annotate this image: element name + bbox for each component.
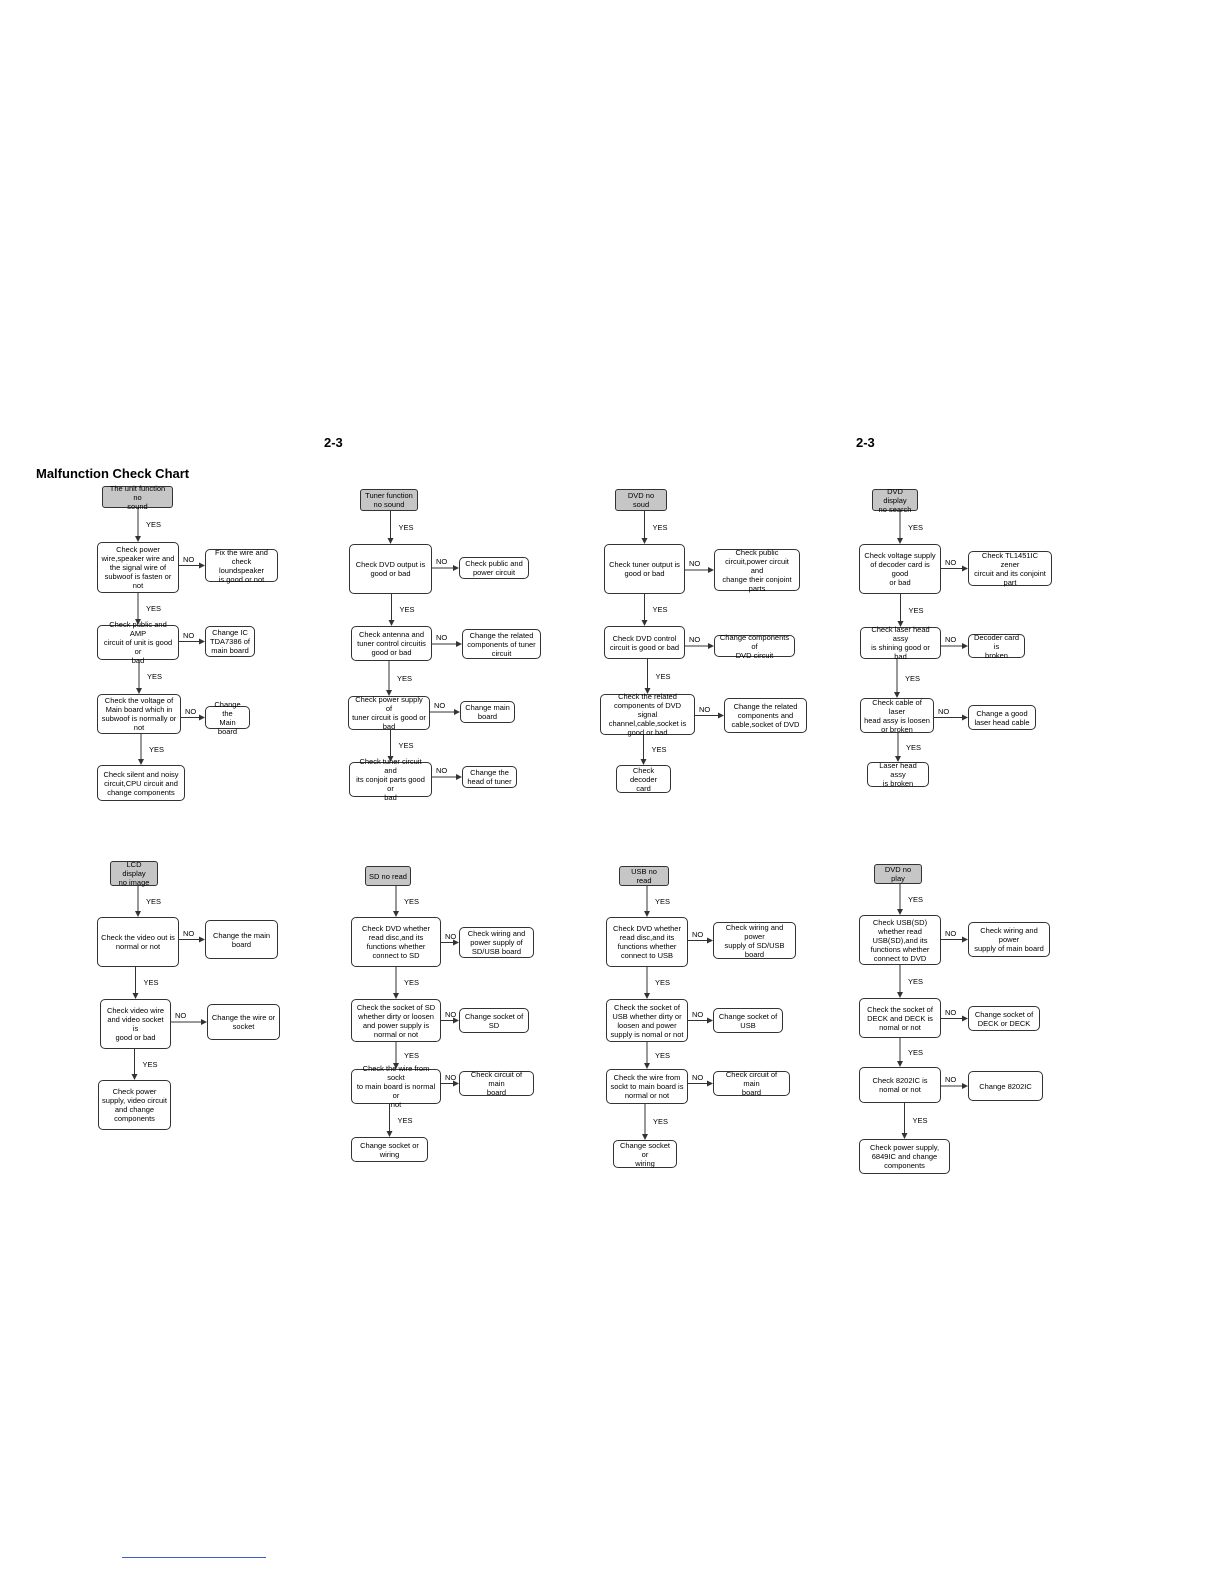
yes-label: YES: [397, 1115, 413, 1125]
yes-label: YES: [908, 1047, 924, 1057]
no-label: NO: [183, 928, 195, 938]
yes-label: YES: [905, 673, 921, 683]
start-node-5: LCD display no image: [110, 861, 158, 886]
end-node-3: Check decoder card: [616, 765, 671, 793]
no-label: NO: [436, 633, 448, 642]
page-title: Malfunction Check Chart: [36, 466, 190, 481]
no-action-3-1: Check public circuit,power circuit and change their conjoint parts: [714, 549, 800, 591]
no-label: NO: [692, 1009, 704, 1019]
start-node-7: USB no read: [619, 866, 669, 886]
no-action-2-1: Check public and power circuit: [459, 557, 529, 579]
yes-label: YES: [651, 745, 667, 754]
yes-label: YES: [908, 894, 924, 904]
start-node-3: DVD no soud: [615, 489, 667, 511]
yes-label: YES: [147, 672, 163, 681]
no-label: NO: [445, 1009, 457, 1019]
check-step-2-1: Check DVD output is good or bad: [349, 544, 432, 594]
check-step-2-4: Check tuner circuit and its conjoit parts good or bad: [349, 762, 432, 797]
check-step-2-3: Check power supply of tuner circuit is good or bad: [348, 696, 430, 730]
no-label: NO: [689, 559, 701, 568]
no-label: NO: [699, 704, 711, 714]
end-node-4: Laser head assy is broken: [867, 762, 929, 787]
end-node-8: Check power supply, 6849IC and change components: [859, 1139, 950, 1174]
yes-label: YES: [655, 1050, 671, 1060]
no-label: NO: [183, 630, 195, 640]
yes-label: YES: [399, 605, 415, 614]
end-node-6: Change socket or wiring: [351, 1137, 428, 1162]
check-step-7-2: Check the socket of USB whether dirty or loosen and power supply is nomal or not: [606, 999, 688, 1042]
yes-label: YES: [652, 522, 668, 532]
check-step-4-3: Check cable of laser head assy is loosen or broken: [860, 698, 934, 733]
start-node-8: DVD no play: [874, 864, 922, 884]
no-action-1-2: Change IC TDA7386 of main board: [205, 626, 255, 657]
yes-label: YES: [653, 1117, 669, 1126]
no-label: NO: [938, 706, 950, 716]
start-node-4: DVD display no search: [872, 489, 918, 511]
check-step-3-2: Check DVD control circuit is good or bad: [604, 626, 685, 659]
check-step-8-3: Check 8202IC is nomal or not: [859, 1067, 941, 1103]
no-action-2-4: Change the head of tuner: [462, 766, 517, 788]
no-label: NO: [945, 928, 957, 938]
no-action-2-3: Change main board: [460, 701, 515, 723]
yes-label: YES: [655, 978, 671, 987]
yes-label: YES: [906, 742, 922, 752]
no-action-8-1: Check wiring and power supply of main board: [968, 922, 1050, 957]
no-action-1-3: Change the Main board: [205, 706, 250, 729]
no-label: NO: [185, 706, 197, 716]
yes-label: YES: [404, 1050, 420, 1060]
check-step-1-2: Check public and AMP circuit of unit is good or bad: [97, 625, 179, 660]
no-action-6-2: Change socket of SD: [459, 1008, 529, 1033]
no-action-4-3: Change a good laser head cable: [968, 705, 1036, 730]
no-label: NO: [445, 1072, 457, 1082]
no-action-4-2: Decoder card is broken: [968, 634, 1025, 658]
yes-label: YES: [655, 671, 671, 681]
no-label: NO: [689, 635, 701, 644]
no-label: NO: [445, 931, 457, 941]
no-action-7-3: Check circuit of main board: [713, 1071, 790, 1096]
check-step-8-2: Check the socket of DECK and DECK is nomal or not: [859, 998, 941, 1038]
end-node-1: Check silent and noisy circuit,CPU circuit and change components: [97, 765, 185, 801]
start-node-6: SD no read: [365, 866, 411, 886]
yes-label: YES: [652, 605, 668, 614]
no-action-3-2: Change components of DVD circuit: [714, 635, 795, 657]
no-label: NO: [945, 1075, 957, 1084]
no-label: NO: [945, 1007, 957, 1017]
no-action-8-2: Change socket of DECK or DECK: [968, 1006, 1040, 1031]
check-step-2-2: Check antenna and tuner control circuitis good or bad: [351, 626, 432, 661]
check-step-1-3: Check the voltage of Main board which in subwoof is normally or not: [97, 694, 181, 734]
yes-label: YES: [149, 744, 165, 754]
no-label: NO: [692, 1072, 704, 1082]
yes-label: YES: [146, 604, 162, 613]
check-step-3-1: Check tuner output is good or bad: [604, 544, 685, 594]
yes-label: YES: [404, 978, 420, 987]
no-action-6-1: Check wiring and power supply of SD/USB board: [459, 927, 534, 958]
yes-label: YES: [908, 605, 924, 615]
check-step-7-1: Check DVD whether read disc,and its functions whether connect to USB: [606, 917, 688, 967]
no-action-8-3: Change 8202IC: [968, 1071, 1043, 1101]
start-node-2: Tuner function no sound: [360, 489, 418, 511]
yes-label: YES: [908, 522, 924, 532]
yes-label: YES: [912, 1116, 928, 1125]
no-label: NO: [945, 557, 957, 567]
no-action-1-1: Fix the wire and check loundspeaker is good or not: [205, 549, 278, 582]
yes-label: YES: [398, 522, 414, 532]
yes-label: YES: [398, 741, 414, 750]
no-label: NO: [436, 557, 448, 566]
check-step-4-2: Check laser head assy is shining good or bad: [860, 627, 941, 659]
yes-label: YES: [146, 520, 162, 529]
check-step-8-1: Check USB(SD) whether read USB(SD),and its functions whether connect to DVD: [859, 915, 941, 965]
check-step-5-1: Check the video out is normal or not: [97, 917, 179, 967]
yes-label: YES: [908, 976, 924, 986]
check-step-7-3: Check the wire from sockt to main board is normal or not: [606, 1069, 688, 1104]
no-label: NO: [434, 701, 446, 710]
check-step-6-1: Check DVD whether read disc,and its functions whether connect to SD: [351, 917, 441, 967]
yes-label: YES: [142, 1059, 158, 1069]
check-step-1-1: Check power wire,speaker wire and the signal wire of subwoof is fasten or not: [97, 542, 179, 593]
no-label: NO: [436, 766, 448, 775]
page-number-left: 2-3: [324, 435, 343, 450]
check-step-5-2: Check video wire and video socket is good or bad: [100, 999, 171, 1049]
no-label: NO: [175, 1011, 187, 1020]
no-action-6-3: Check circuit of main board: [459, 1071, 534, 1096]
no-action-2-2: Change the related components of tuner circuit: [462, 629, 541, 659]
page-number-right: 2-3: [856, 435, 875, 450]
yes-label: YES: [146, 896, 162, 906]
no-action-5-1: Change the main board: [205, 920, 278, 959]
yes-label: YES: [143, 978, 159, 987]
no-action-7-2: Change socket of USB: [713, 1008, 783, 1033]
yes-label: YES: [397, 673, 413, 683]
check-step-3-3: Check the related components of DVD signal channel,cable,socket is good or bad: [600, 694, 695, 735]
no-action-7-1: Check wiring and power supply of SD/USB board: [713, 922, 796, 959]
no-action-4-1: Check TL1451IC zener circuit and its conjoint part: [968, 551, 1052, 586]
check-step-6-2: Check the socket of SD whether dirty or loosen and power supply is normal or not: [351, 999, 441, 1042]
no-label: NO: [183, 554, 195, 564]
yes-label: YES: [404, 896, 420, 906]
check-step-6-3: Check the wire from sockt to main board is normal or not: [351, 1069, 441, 1104]
footer-rule: [122, 1557, 266, 1558]
end-node-7: Change socket or wiring: [613, 1140, 677, 1168]
no-action-3-3: Change the related components and cable,socket of DVD: [724, 698, 807, 733]
start-node-1: The unit function no sound: [102, 486, 173, 508]
yes-label: YES: [655, 896, 671, 906]
no-label: NO: [945, 635, 957, 644]
no-action-5-2: Change the wire or socket: [207, 1004, 280, 1040]
end-node-5: Check power supply, video circuit and change components: [98, 1080, 171, 1130]
check-step-4-1: Check voltage supply of decoder card is good or bad: [859, 544, 941, 594]
no-label: NO: [692, 929, 704, 939]
